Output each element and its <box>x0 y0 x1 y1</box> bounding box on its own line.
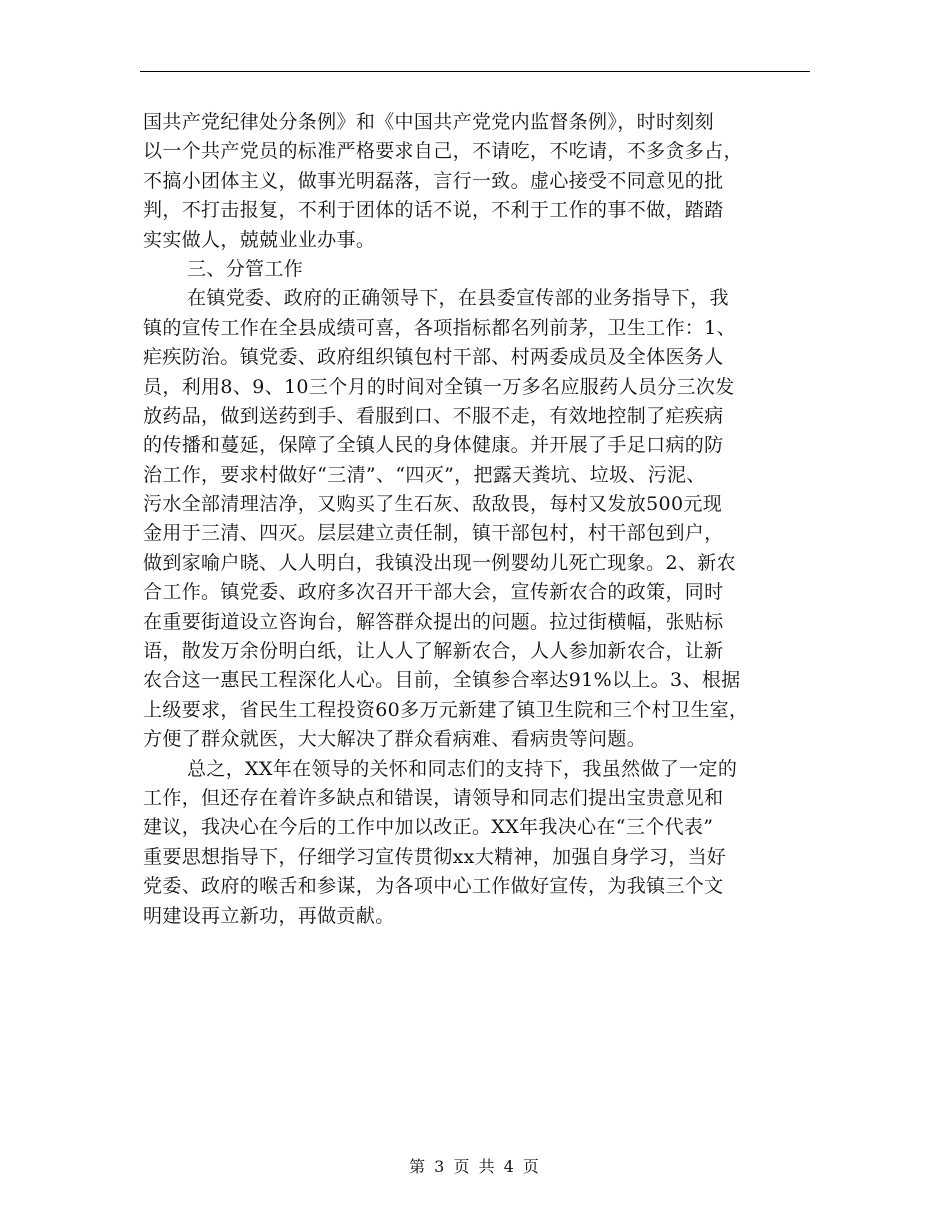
text-line: 工作，但还存在着许多缺点和错误，请领导和同志们提出宝贵意见和 <box>143 786 724 809</box>
text-line: 做到家喻户晓、人人明白，我镇没出现一例婴幼儿死亡现象。2、新农 <box>143 551 736 574</box>
text-line: 污水全部清理洁净，又购买了生石灰、敌敌畏，每村又发放500元现 <box>143 493 723 516</box>
text-line: 员，利用8、9、10三个月的时间对全镇一万多名应服药人员分三次发 <box>143 375 735 398</box>
text-line: 在重要街道设立咨询台，解答群众提出的问题。拉过街横幅，张贴标 <box>143 610 724 633</box>
text-line: 放药品，做到送药到手、看服到口、不服不走，有效地控制了疟疾病 <box>143 404 724 427</box>
paragraph-start-line: 三、分管工作 <box>187 257 304 280</box>
text-line: 疟疾防治。镇党委、政府组织镇包村干部、村两委成员及全体医务人 <box>143 346 724 369</box>
text-line: 明建设再立新功，再做贡献。 <box>143 904 395 927</box>
text-line: 判，不打击报复，不利于团体的话不说，不利于工作的事不做，踏踏 <box>143 199 724 222</box>
text-line: 的传播和蔓延，保障了全镇人民的身体健康。并开展了手足口病的防 <box>143 434 724 457</box>
text-line: 语，散发万余份明白纸，让人人了解新农合，人人参加新农合，让新 <box>143 640 724 663</box>
text-line: 金用于三清、四灭。层层建立责任制，镇干部包村，村干部包到户， <box>143 522 724 545</box>
text-line: 实实做人，兢兢业业办事。 <box>143 228 376 251</box>
text-line: 不搞小团体主义，做事光明磊落，言行一致。虚心接受不同意见的批 <box>143 169 724 192</box>
text-line: 建议，我决心在今后的工作中加以改正。XX年我决心在“三个代表” <box>143 816 714 839</box>
paragraph-start-line: 总之，XX年在领导的关怀和同志们的支持下，我虽然做了一定的 <box>187 757 738 780</box>
text-line: 方便了群众就医，大大解决了群众看病难、看病贵等问题。 <box>143 728 647 751</box>
text-line: 党委、政府的喉舌和参谋，为各项中心工作做好宣传，为我镇三个文 <box>143 875 724 898</box>
text-line: 重要思想指导下，仔细学习宣传贯彻xx大精神，加强自身学习，当好 <box>143 845 727 868</box>
text-line: 上级要求，省民生工程投资60多万元新建了镇卫生院和三个村卫生室， <box>143 698 749 721</box>
text-line: 镇的宣传工作在全县成绩可喜，各项指标都名列前茅，卫生工作：1、 <box>143 316 736 339</box>
text-line: 以一个共产党员的标准严格要求自己，不请吃，不吃请，不多贪多占， <box>143 140 743 163</box>
text-line: 治工作，要求村做好“三清”、“四灭”，把露天粪坑、垃圾、污泥、 <box>143 463 706 486</box>
page-footer: 第 3 页 共 4 页 <box>409 1157 541 1176</box>
paragraph-start-line: 在镇党委、政府的正确领导下，在县委宣传部的业务指导下，我 <box>187 287 729 310</box>
text-line: 国共产党纪律处分条例》和《中国共产党党内监督条例》，时时刻刻 <box>143 111 715 133</box>
document-body <box>143 108 811 931</box>
text-line: 农合这一惠民工程深化人心。目前，全镇参合率达91%以上。3、根据 <box>143 669 741 692</box>
text-line: 合工作。镇党委、政府多次召开干部大会，宣传新农合的政策，同时 <box>143 581 724 604</box>
header-rule <box>140 71 810 72</box>
